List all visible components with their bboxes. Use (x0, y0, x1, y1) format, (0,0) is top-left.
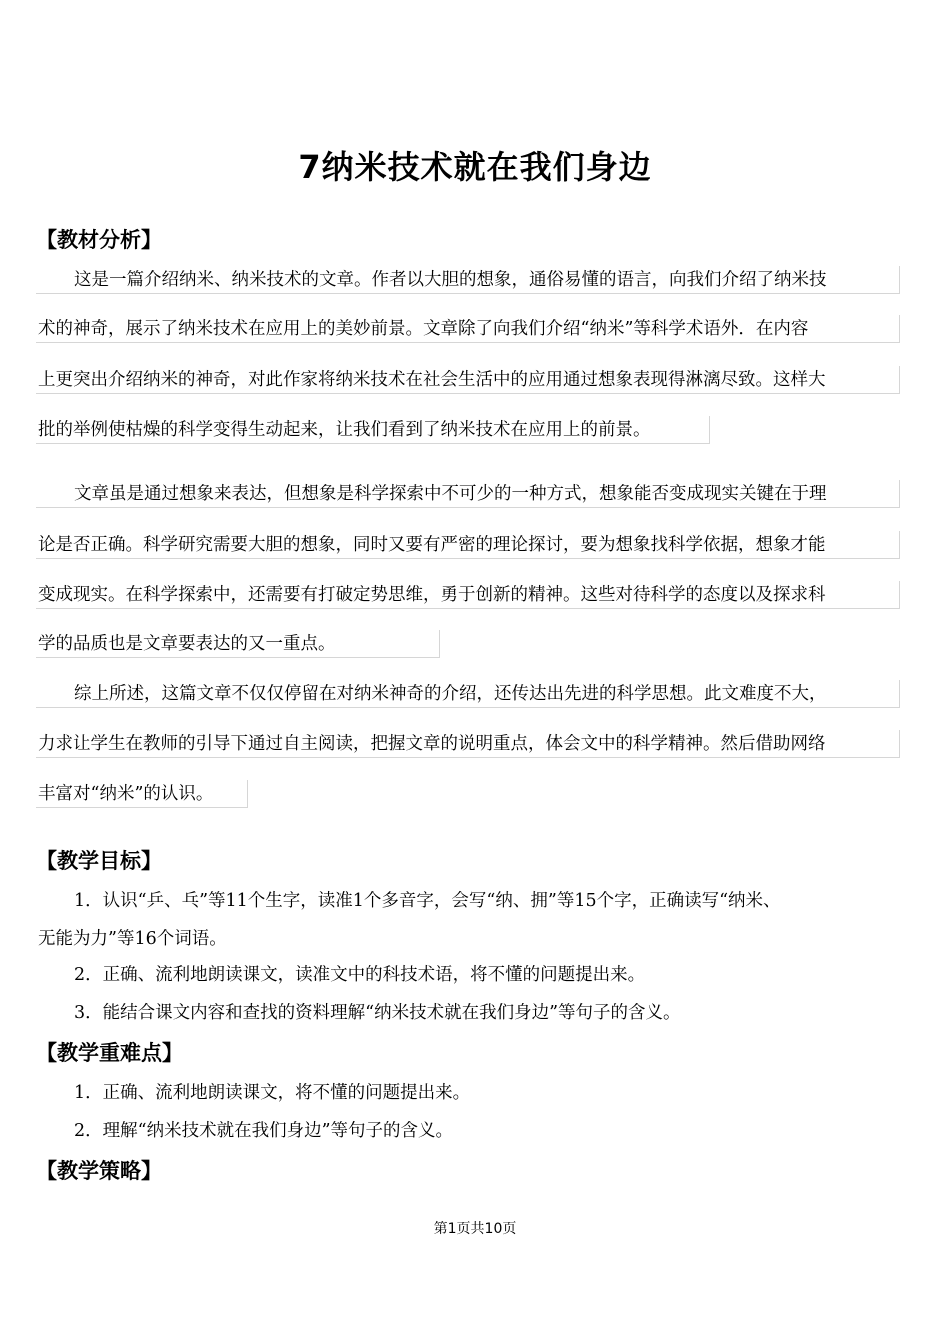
section-heading-strategy: 【教学策略】 (36, 1159, 162, 1183)
analysis-p1-line-2: 术的神奇，展示了纳米技术在应用上的美妙前景。文章除了向我们介绍“纳米”等科学术语外．在内容 (36, 315, 900, 343)
analysis-p1-line-3: 上更突出介绍纳米的神奇，对此作家将纳米技术在社会生活中的应用通过想象表现得淋漓尽致。这样大 (36, 366, 900, 394)
objective-item-1: 1．认识“乒、乓”等11个生字，读准1个多音字，会写“纳、拥”等15个字，正确读写“纳米、 (74, 891, 781, 911)
analysis-p2-line-3: 变成现实。在科学探索中，还需要有打破定势思维，勇于创新的精神。这些对待科学的态度以及探求科 (36, 581, 900, 609)
page-footer: 第1页共10页 (433, 1221, 517, 1237)
analysis-p3-line-1: 综上所述，这篇文章不仅仅停留在对纳米神奇的介绍，还传达出先进的科学思想。此文难度不大， (36, 680, 900, 708)
section-heading-analysis: 【教材分析】 (36, 228, 162, 252)
section-heading-objectives: 【教学目标】 (36, 849, 162, 873)
analysis-p1-line-1: 这是一篇介绍纳米、纳米技术的文章。作者以大胆的想象，通俗易懂的语言，向我们介绍了纳米技 (36, 266, 900, 294)
objective-item-3: 3．能结合课文内容和查找的资料理解“纳米技术就在我们身边”等句子的含义。 (74, 1003, 681, 1023)
analysis-p3-line-2: 力求让学生在教师的引导下通过自主阅读，把握文章的说明重点，体会文中的科学精神。然后借助网络 (36, 730, 900, 758)
page-title: 7纳米技术就在我们身边 (298, 148, 652, 186)
analysis-p2-line-1: 文章虽是通过想象来表达，但想象是科学探索中不可少的一种方式，想象能否变成现实关键在于理 (36, 480, 900, 508)
objective-item-1-cont: 无能为力”等16个词语。 (38, 929, 227, 949)
keypoint-item-1: 1．正确、流利地朗读课文，将不懂的问题提出来。 (74, 1083, 471, 1103)
section-heading-keypoints: 【教学重难点】 (36, 1041, 183, 1065)
analysis-p2-line-4: 学的品质也是文章要表达的又一重点。 (36, 630, 440, 658)
analysis-p1-line-4: 批的举例使枯燥的科学变得生动起来，让我们看到了纳米技术在应用上的前景。 (36, 416, 710, 444)
objective-item-2: 2．正确、流利地朗读课文，读准文中的科技术语，将不懂的问题提出来。 (74, 965, 646, 985)
keypoint-item-2: 2．理解“纳米技术就在我们身边”等句子的含义。 (74, 1121, 454, 1141)
analysis-p3-line-3: 丰富对“纳米”的认识。 (36, 780, 248, 808)
analysis-p2-line-2: 论是否正确。科学研究需要大胆的想象，同时又要有严密的理论探讨，要为想象找科学依据，想象才能 (36, 531, 900, 559)
